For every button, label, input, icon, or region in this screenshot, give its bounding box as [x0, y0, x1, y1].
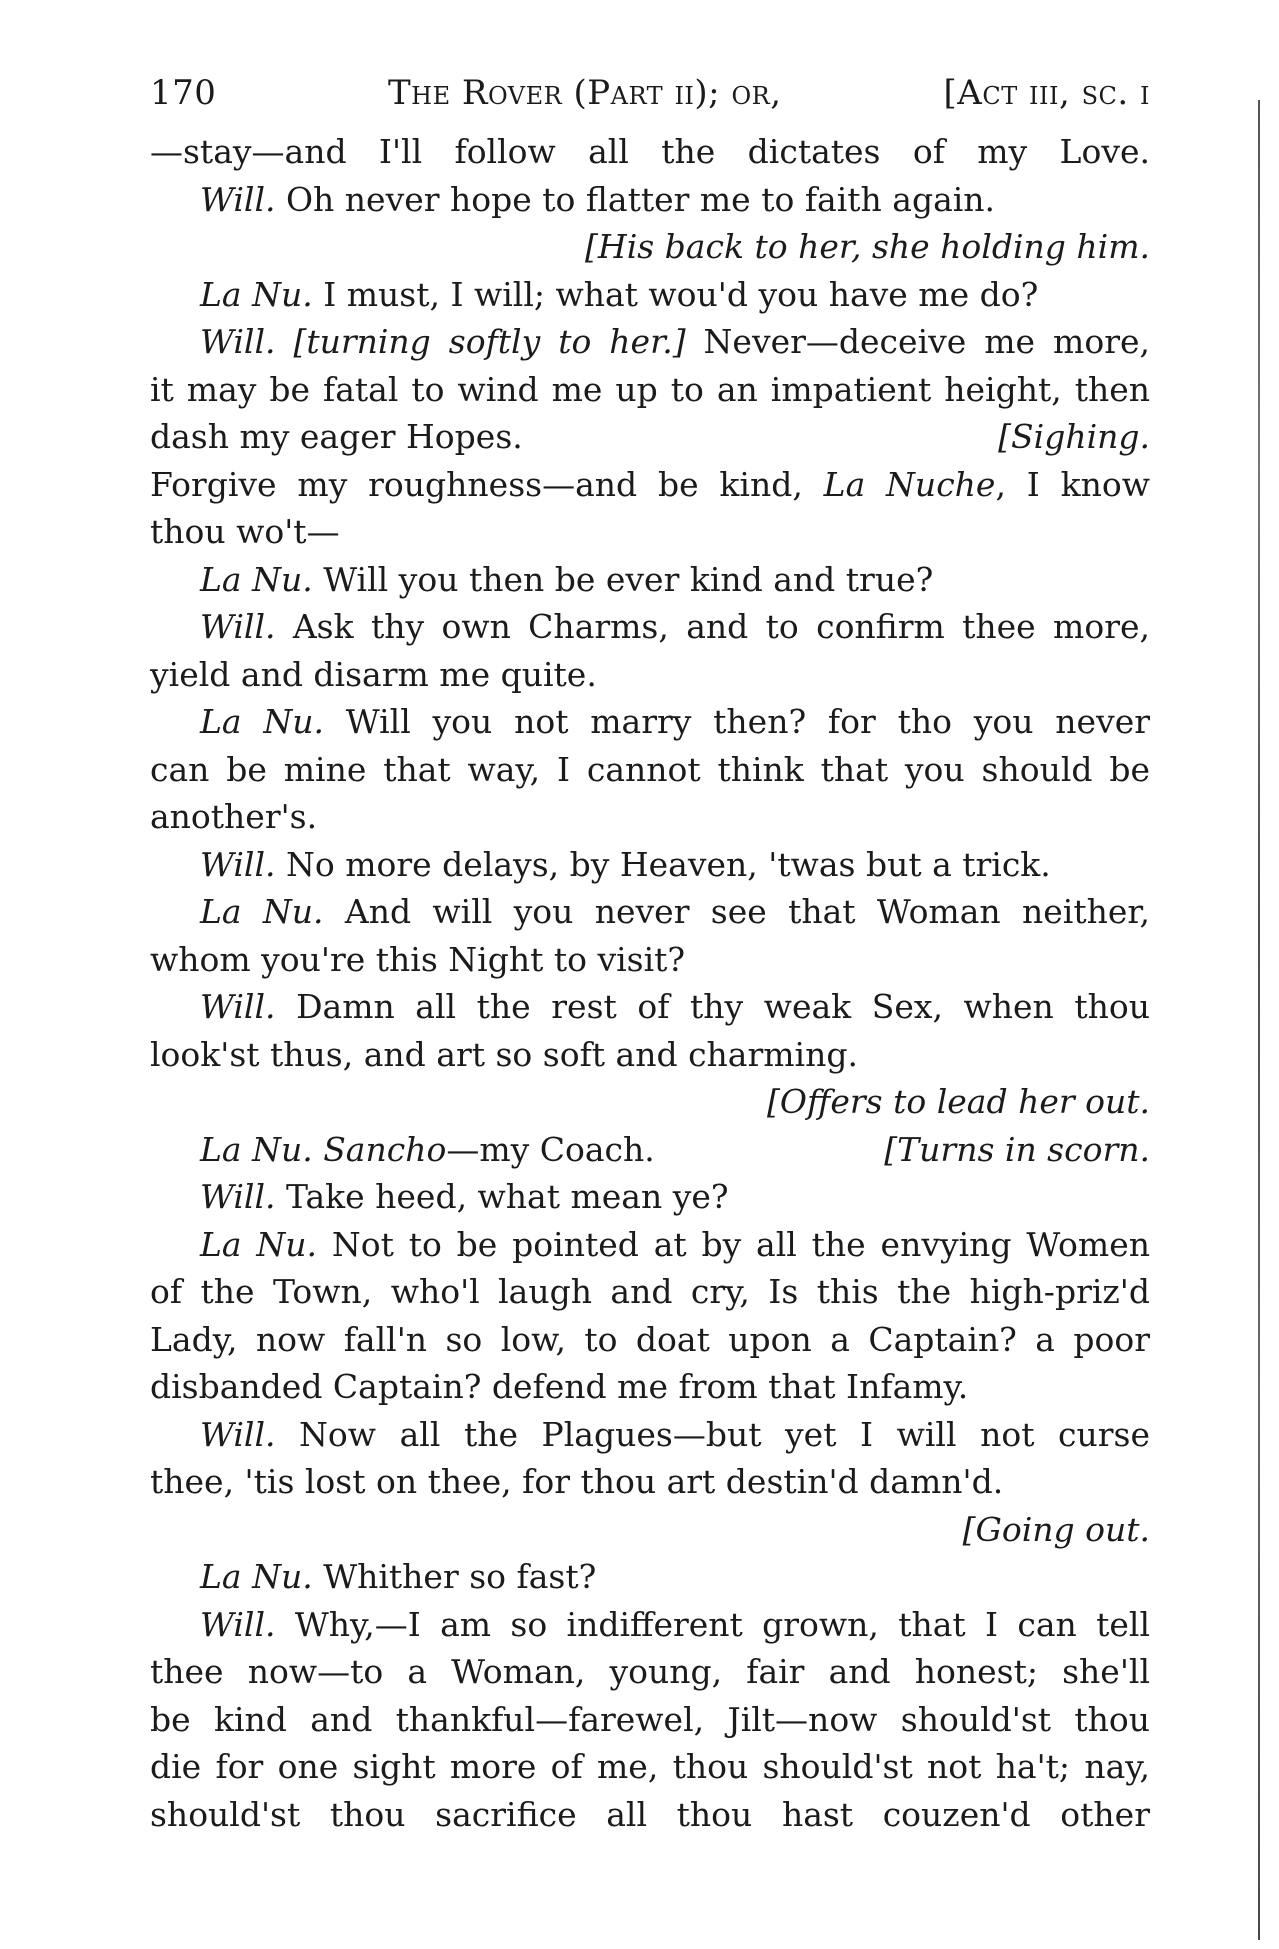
- text-line: another's.: [150, 797, 318, 836]
- speaker-name: La Nu.: [200, 274, 313, 314]
- text-line: Forgive my roughness—and be kind, La Nuche, I know: [150, 464, 1150, 504]
- speech-line: Will. [turning softly to her.] Never—deceive me more,: [200, 322, 1150, 361]
- speech-line: La Nu. I must, I will; what wou'd you have me do?: [200, 274, 1039, 314]
- text-line: yield and disarm me quite.: [150, 654, 597, 694]
- text-line: thou wo't—: [150, 512, 340, 551]
- running-title: The Rover (Part ii); or,: [388, 73, 782, 113]
- speech-line: Will. Take heed, what mean ye?: [200, 1177, 729, 1216]
- speaker-name: Will.: [200, 1414, 276, 1454]
- stage-direction: [Going out.: [962, 1509, 1150, 1549]
- stage-direction: [Sighing.: [998, 417, 1150, 456]
- speech-line: La Nu. And will you never see that Woman neither,: [200, 892, 1151, 931]
- stage-direction: [Turns in scorn.: [884, 1129, 1150, 1169]
- speaker-name: La Nu.: [200, 702, 324, 741]
- running-header: [150, 68, 1150, 118]
- speech-line: La Nu. Not to be pointed at by all the envying Women: [200, 1224, 1150, 1264]
- text-line: —stay—and I'll follow all the dictates of my Love.: [150, 132, 1150, 171]
- speaker-name: Will.: [200, 1177, 276, 1216]
- text-line: be kind and thankful—farewel, Jilt—now should'st thou: [150, 1699, 1150, 1739]
- page-number: 170: [150, 73, 217, 113]
- speaker-name: La Nu.: [200, 1557, 313, 1596]
- text-line: of the Town, who'l laugh and cry, Is this the high-priz'd: [150, 1272, 1150, 1311]
- text-line: it may be fatal to wind me up to an impatient height, then: [150, 369, 1150, 409]
- speaker-name: La Nu.: [200, 1224, 318, 1264]
- character-name: Sancho: [312, 1129, 447, 1169]
- text-line: thee, 'tis lost on thee, for thou art destin'd damn'd.: [150, 1462, 1004, 1501]
- scene-reference: [Act iii, sc. i: [943, 73, 1150, 113]
- speech-line: Will. Now all the Plagues—but yet I will not curse: [200, 1414, 1150, 1454]
- text-line: whom you're this Night to visit?: [150, 939, 686, 979]
- text-line: die for one sight more of me, thou should'st not ha't; nay,: [150, 1747, 1150, 1786]
- stage-direction: [Offers to lead her out.: [767, 1082, 1150, 1121]
- speech-line: Will. Oh never hope to flatter me to faith again.: [200, 179, 996, 219]
- text-line: disbanded Captain? defend me from that Infamy.: [150, 1367, 969, 1406]
- play-text: [150, 128, 1150, 1838]
- text-line: can be mine that way, I cannot think that you should be: [150, 749, 1150, 789]
- text-line: Lady, now fall'n so low, to doat upon a Captain? a poor: [150, 1319, 1150, 1359]
- speech-line: La Nu. Will you then be ever kind and true?: [200, 559, 934, 599]
- speech-line: Will. No more delays, by Heaven, 'twas but a trick.: [200, 844, 1051, 884]
- speaker-name: Will.: [200, 844, 276, 884]
- speaker-name: La Nu.: [200, 559, 313, 599]
- speech-line: La Nu. Sancho—my Coach. [Turns in scorn.: [150, 1126, 1150, 1174]
- stage-direction: [His back to her, she holding him.: [585, 227, 1150, 266]
- speaker-name: La Nu.: [200, 892, 324, 931]
- inline-stage-direction: [turning softly to her.]: [275, 322, 686, 361]
- speech-line: La Nu. Whither so fast?: [200, 1557, 597, 1596]
- page-edge-shadow: [1258, 100, 1260, 1940]
- speaker-name: Will.: [200, 1604, 276, 1644]
- speech-line: Will. Why,—I am so indifferent grown, that I can tell: [200, 1604, 1150, 1644]
- speaker-name: Will.: [200, 322, 276, 361]
- speaker-name: La Nu.: [200, 1129, 313, 1169]
- speaker-name: Will.: [200, 607, 276, 646]
- text-line: thee now—to a Woman, young, fair and honest; she'll: [150, 1652, 1150, 1691]
- speech-line: Will. Ask thy own Charms, and to confirm thee more,: [200, 607, 1150, 646]
- speaker-name: Will.: [200, 987, 276, 1026]
- character-name: La Nuche: [823, 464, 996, 504]
- speaker-name: Will.: [200, 179, 276, 219]
- speech-line: La Nu. Will you not marry then? for tho you never: [200, 702, 1150, 741]
- speech-line: Will. Damn all the rest of thy weak Sex, when thou: [200, 987, 1150, 1026]
- text-line: dash my eager Hopes. [Sighing.: [150, 413, 1150, 461]
- text-line: look'st thus, and art so soft and charming.: [150, 1034, 858, 1074]
- text-line: should'st thou sacrifice all thou hast couzen'd other: [150, 1794, 1150, 1834]
